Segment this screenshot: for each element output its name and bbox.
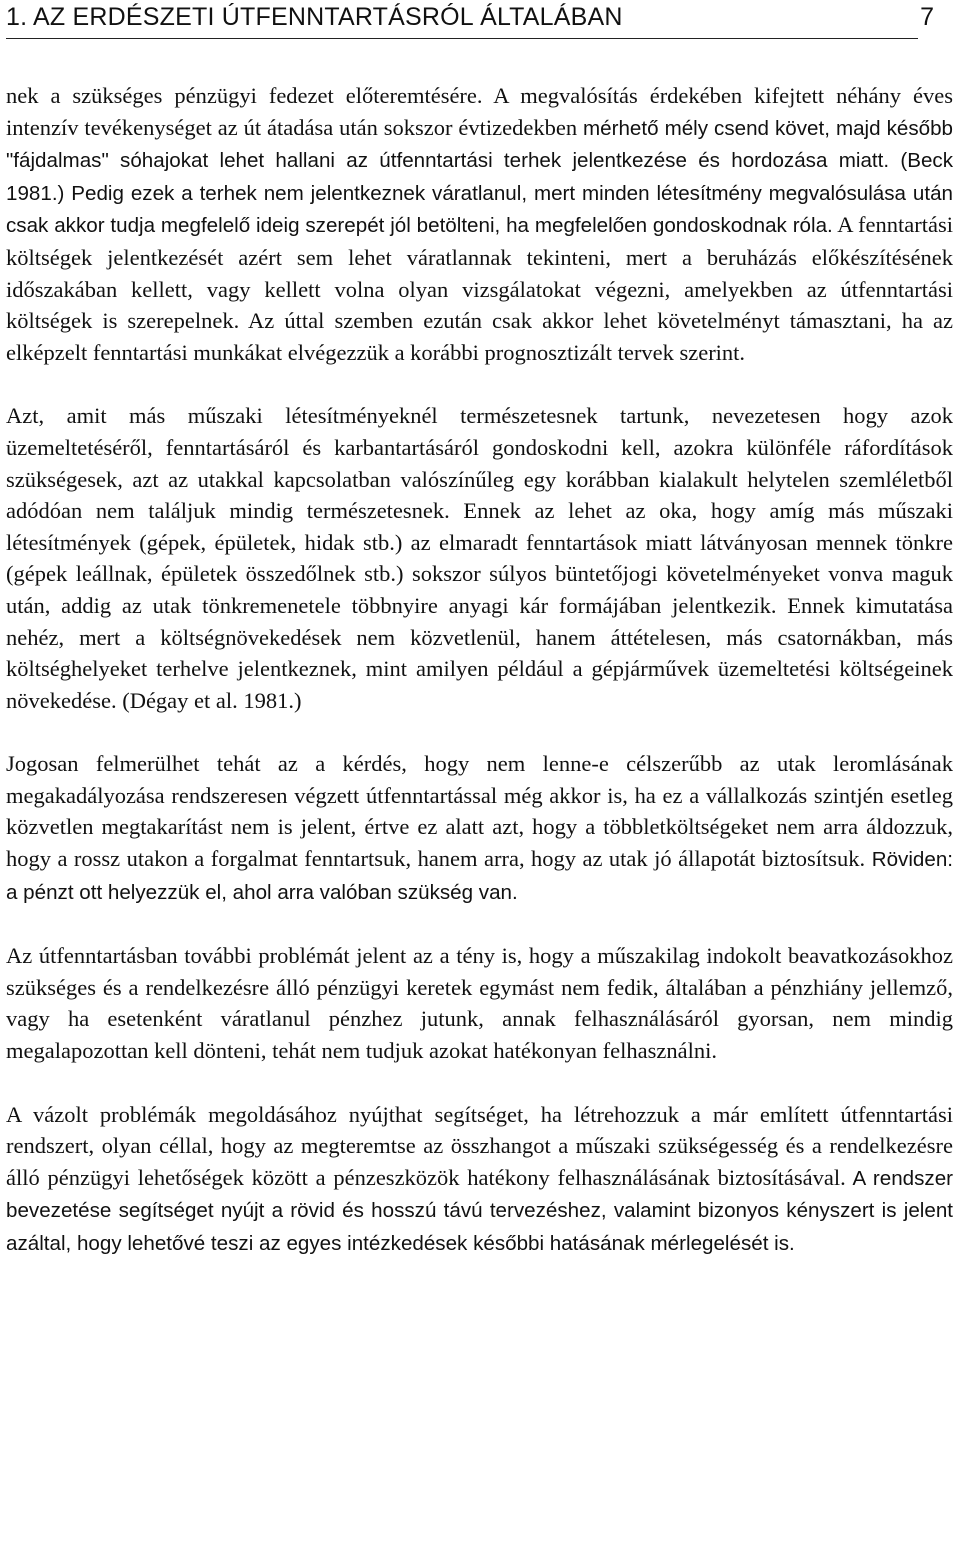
paragraph-4: Az útfenntartásban további problémát jelent az a tény is, hogy a műszakilag indokolt beavatkozásokhoz szükséges és a rendelkezésre álló pénzügyi keretek egymást nem fedik, általában a pénzhiány jellemző, vagy ha esetenként váratlanul pénzhez jutunk, annak felhasználásáról gyorsan, nem mindig megalapozottan kell dönteni, tehát nem tudjuk azokat hatékonyan felhasználni. bbox=[6, 943, 953, 1064]
chapter-title: 1. AZ ERDÉSZETI ÚTFENNTARTÁSRÓL ÁLTALÁBAN bbox=[6, 3, 623, 31]
paragraph-5-text-b: A rendszer bevezetése segítséget nyújt a rövid és hosszú távú tervezéshez, valamint bizonyos kényszert is jelent azáltal, hogy lehetővé teszi az egyes intézkedések későbbi hatásának mérlegelését is. bbox=[6, 1166, 954, 1255]
paragraph-3 bbox=[6, 748, 953, 908]
page-body bbox=[6, 80, 953, 1260]
paragraph-3-text-a: Jogosan felmerülhet tehát az a kérdés, hogy nem lenne-e célszerűbb az utak leromlásának megakadályozása rendszeresen végzett útfenntartással még akkor is, ha ez a vállalkozás szintjén esetleg közvetlen megtakarítást nem is jelent, értve ez alatt azt, hogy a többletköltségeket nem arra áldozzuk, hogy a rossz utakon a forgalmat fenntartsuk, hanem arra, hogy az utak jó állapotát biztosítsuk. bbox=[6, 751, 953, 872]
paragraph-1-text-b: mérhető mély csend követ, majd később "fájdalmas" sóhajokat lehet hallani az útfenntartási terhek jelentkezése és hordozása miatt. (Beck 1981.) Pedig ezek a terhek nem jelentkeznek váratlanul, mert minden létesítmény megvalósulása után csak akkor tudja megfelelő ideig szerepét jól betölteni, ha megfelelően gondoskodnak róla. bbox=[6, 116, 953, 238]
paragraph-5-text-a: A vázolt problémák megoldásához nyújthat segítséget, ha létrehozzuk a már említett útfenntartási rendszert, olyan céllal, hogy az megteremtse az összhangot a műszaki szükségesség és a rendelkezésre álló pénzügyi lehetőségek között a pénzeszközök hatékony felhasználásának biztosításával. bbox=[6, 1101, 953, 1190]
running-header bbox=[0, 0, 960, 44]
paragraph-1-text-a: nek a szükséges pénzügyi fedezet előteremtésére. A megvalósítás érdekében kifejtett néhány éves intenzív tevékenységet az út átadása után sokszor évtizedekben bbox=[6, 83, 953, 140]
paragraph-1-text-c: A fenntartási költségek jelentkezését azért sem lehet váratlannak tekinteni, mert a beruházás előkészítésének időszakában kellett, vagy kellett volna olyan vizsgálatokat végezni, amelyekben az útfenntartási költségek is szerepelnek. Az úttal szemben ezután csak akkor lehet követelményt támasztani, ha az elképzelt fenntartási munkákat elvégezzük a korábbi prognosztizált tervek szerint. bbox=[6, 212, 953, 365]
paragraph-3-text-b: Röviden: a pénzt ott helyezzük el, ahol arra valóban szükség van. bbox=[6, 848, 953, 904]
paragraph-1 bbox=[6, 80, 953, 368]
page-number: 7 bbox=[920, 3, 934, 31]
paragraph-2: Azt, amit más műszaki létesítményeknél természetesnek tartunk, nevezetesen hogy azok üzemeltetéséről, fenntartásáról és karbantartásáról gondoskodni kell, azokra különféle ráfordítások szükségesek, azt az utakkal kapcsolatban valószínűleg egy korábban kialakult helytelen szemléletből adódóan nem találjuk mindig természetesnek. Ennek az lehet az oka, hogy amíg más műszaki létesítmények (gépek, épületek, hidak stb.) az elmaradt fenntartások miatt látványosan mennek tönkre (gépek leállnak, épületek összedőlnek stb.) sokszor súlyos büntetőjogi követelményeket vonva maguk után, addig az utak tönkremenetele többnyire anyagi kár formájában jelentkezik. Ennek kimutatása nehéz, mert a költségnövekedések nem közvetlenül, hanem áttételesen, más csatornákban, más költséghelyeket terhelve jelentkeznek, mint amilyen például a gépjárművek üzemeltetési költségeinek növekedése. (Dégay et al. 1981.) bbox=[6, 403, 953, 713]
header-rule bbox=[6, 38, 918, 39]
paragraph-5 bbox=[6, 1099, 953, 1260]
